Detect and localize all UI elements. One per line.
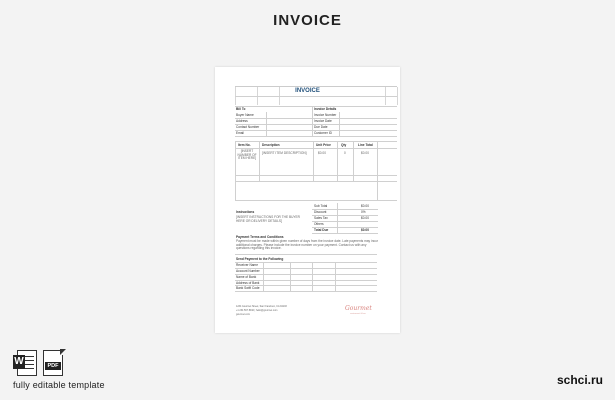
payment-text: Payment must be made within given number of days from the invoice date. Late payments may incur additional charges. Please include the invoice number on your payment. Contact us with any questions regarding this invoice. [236, 239, 378, 251]
footer-line: 1234 Gourmet Street, San Francisco, CA 94103 [236, 305, 287, 308]
total-value: $0.00 [361, 204, 369, 208]
total-due-value: $0.00 [361, 228, 369, 232]
item-unit-price: $0.00 [318, 151, 326, 155]
col-qty: Qty [341, 143, 347, 147]
bill-to-heading: Bill To [236, 107, 246, 111]
invoice-title: INVOICE [295, 88, 320, 94]
bank-row: Name of Bank [236, 275, 257, 279]
bank-row: Bank Swift Code [236, 286, 260, 290]
bill-to-row: Email [236, 131, 244, 135]
details-row: Customer ID [314, 131, 332, 135]
bank-heading: Send Payment to the Following [236, 257, 284, 261]
invoice-details-heading: Invoice Details [314, 107, 337, 111]
details-row: Invoice Date [314, 119, 332, 123]
payment-heading: Payment Terms and Conditions [236, 235, 284, 239]
instructions-text: [INSERT INSTRUCTIONS FOR THE BUYER HERE OR DELIVERY DETAILS] [236, 215, 300, 223]
page-title: INVOICE [273, 12, 342, 29]
col-unit-price: Unit Price [316, 143, 331, 147]
total-label: Others [314, 222, 324, 226]
bank-row: Receiver Name [236, 263, 258, 267]
footer-line: gourmet.com [236, 313, 250, 316]
bill-to-row: Address [236, 119, 248, 123]
bank-row: Address of Bank [236, 281, 260, 285]
item-line-total: $0.00 [361, 151, 369, 155]
instructions-heading: Instructions [236, 210, 255, 214]
total-value: $0.00 [361, 216, 369, 220]
bill-to-row: Buyer Name [236, 113, 254, 117]
bill-to-row: Contact Number [236, 125, 260, 129]
site-watermark: schci.ru [556, 373, 603, 387]
item-number: [INSERT NUMBER OF ITEM HERE] [237, 149, 257, 161]
col-line-total: Line Total [358, 143, 373, 147]
brand-tagline: restaurant & bar [350, 313, 366, 315]
total-due-label: Total Due [314, 228, 329, 232]
total-label: Sales Tax [314, 216, 328, 220]
pdf-icon: PDF [43, 350, 65, 376]
col-item-no: Item No. [238, 143, 251, 147]
total-value: 0% [361, 210, 366, 214]
item-qty: 0 [344, 151, 346, 155]
details-row: Invoice Number [314, 113, 337, 117]
item-description: [INSERT ITEM DESCRIPTION] [262, 151, 307, 155]
col-description: Description [262, 143, 280, 147]
brand-logo: Gourmet [345, 305, 372, 312]
total-label: Sub Total [314, 204, 328, 208]
word-icon: W [13, 350, 35, 376]
details-row: Due Date [314, 125, 328, 129]
invoice-preview [215, 67, 400, 333]
template-caption: fully editable template [13, 380, 105, 390]
total-label: Discount [314, 210, 327, 214]
bank-row: Account Number [236, 269, 260, 273]
footer-line: +1 234 567 8910 | hello@gourmet.com [236, 309, 278, 312]
